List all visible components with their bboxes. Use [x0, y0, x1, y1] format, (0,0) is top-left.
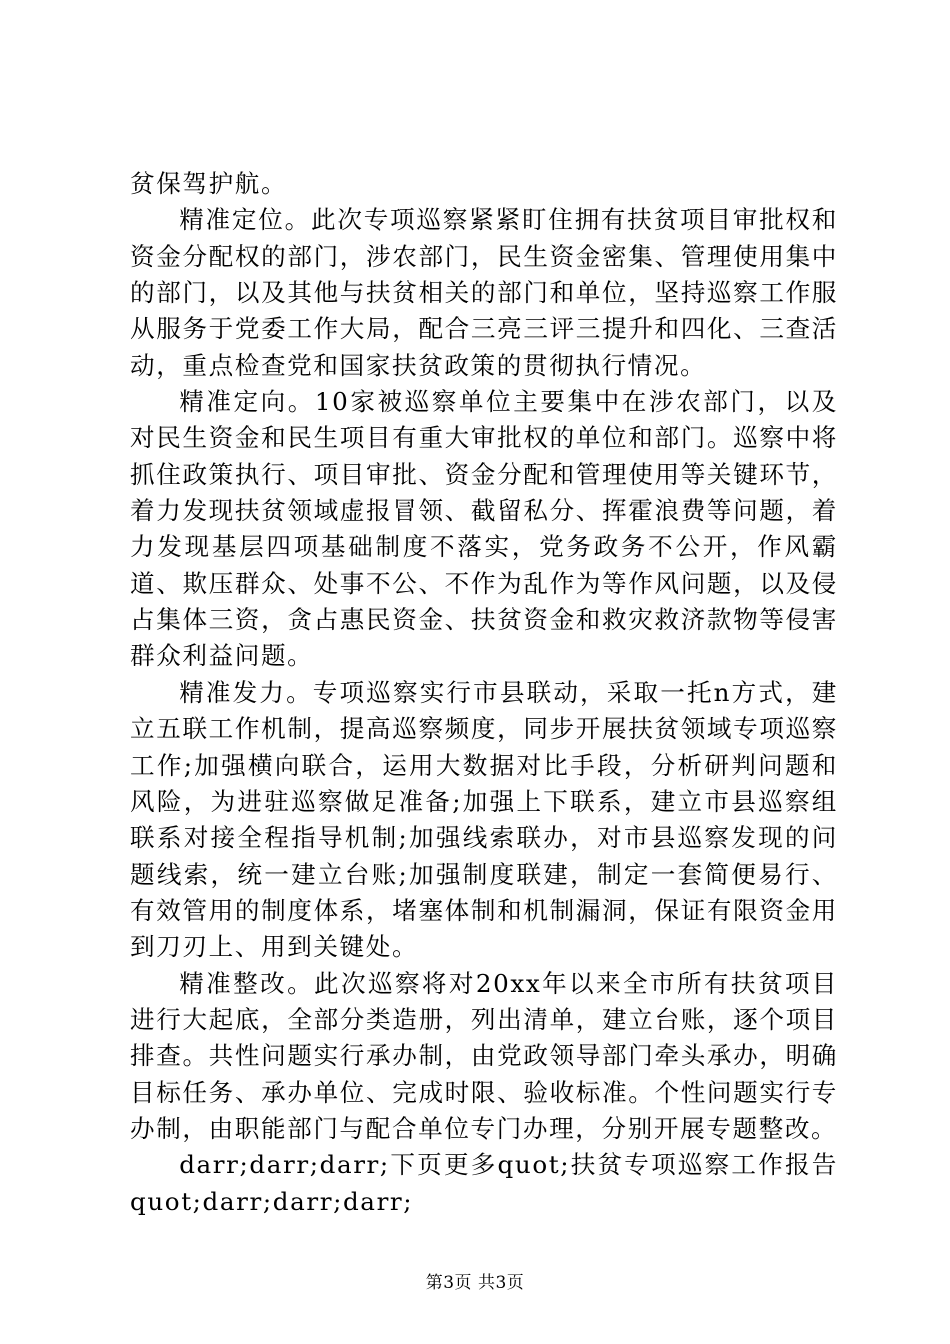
page-number-footer: 第3页 共3页 [425, 1273, 525, 1293]
document-body [130, 166, 838, 1220]
paragraph-next-page-link-text: darr;darr;darr;下页更多quot;扶贫专项巡察工作报告quot;darr;darr;darr; [130, 1150, 838, 1216]
paragraph-precise-effort: 精准发力。专项巡察实行市县联动，采取一托n方式，建立五联工作机制，提高巡察频度，同步开展扶贫领域专项巡察工作;加强横向联合，运用大数据对比手段，分析研判问题和风险，为进驻巡察做足准备;加强上下联系，建立市县巡察组联系对接全程指导机制;加强线索联办，对市县巡察发现的问题线索，统一建立台账;加强制度联建，制定一套简便易行、有效管用的制度体系，堵塞体制和机制漏洞，保证有限资金用到刀刃上、用到关键处。 [130, 677, 838, 962]
paragraph-precise-rectification: 精准整改。此次巡察将对20xx年以来全市所有扶贫项目进行大起底，全部分类造册，列出清单，建立台账，逐个项目排查。共性问题实行承办制，由党政领导部门牵头承办，明确目标任务、承办单位、完成时限、验收标准。个性问题实行专办制，由职能部门与配合单位专门办理，分别开展专题整改。 [130, 968, 838, 1143]
paragraph-precise-positioning: 精准定位。此次专项巡察紧紧盯住拥有扶贫项目审批权和资金分配权的部门，涉农部门，民生资金密集、管理使用集中的部门，以及其他与扶贫相关的部门和单位，坚持巡察工作服从服务于党委工作大局，配合三亮三评三提升和四化、三查活动，重点检查党和国家扶贫政策的贯彻执行情况。 [130, 205, 838, 380]
paragraph-continuation: 贫保驾护航。 [130, 169, 288, 198]
paragraph-precise-targeting: 精准定向。10家被巡察单位主要集中在涉农部门，以及对民生资金和民生项目有重大审批权的单位和部门。巡察中将抓住政策执行、项目审批、资金分配和管理使用等关键环节，着力发现扶贫领域虚报冒领、截留私分、挥霍浪费等问题，着力发现基层四项基础制度不落实，党务政务不公开，作风霸道、欺压群众、处事不公、不作为乱作为等作风问题，以及侵占集体三资，贪占惠民资金、扶贫资金和救灾救济款物等侵害群众利益问题。 [130, 387, 838, 671]
